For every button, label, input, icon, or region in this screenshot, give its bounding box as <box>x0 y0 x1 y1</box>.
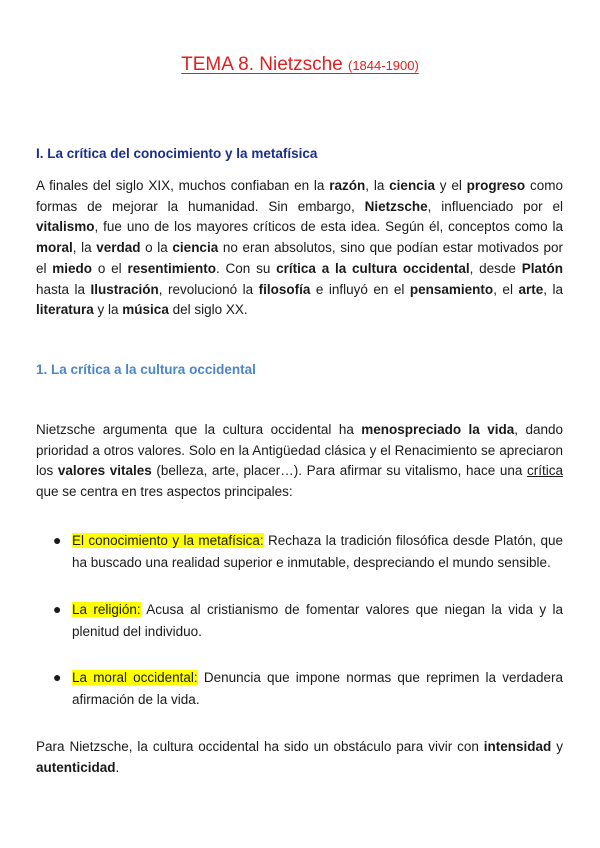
bullet-label: La moral occidental: <box>72 670 198 685</box>
section-paragraph <box>36 176 563 321</box>
bold-text: resentimiento <box>127 260 216 276</box>
bold-text: Nietzsche <box>364 198 428 214</box>
text-run: crítica <box>526 463 563 479</box>
text-run: y <box>551 739 563 754</box>
bold-text: música <box>122 302 169 318</box>
text-run: , fue uno de los mayores críticos de esta idea. Según él, conceptos como la <box>94 219 563 235</box>
bold-text: verdad <box>96 240 141 256</box>
bold-text: Platón <box>521 260 563 276</box>
bold-text: intensidad <box>483 739 552 754</box>
bold-text: vitalismo <box>36 219 95 235</box>
text-run: , la <box>365 178 390 193</box>
text-run: como formas de mejorar la humanidad. Sin embargo, <box>36 178 564 214</box>
conclusion-paragraph <box>36 737 563 778</box>
bullet-label: La religión: <box>72 602 141 617</box>
text-run: (belleza, arte, placer…). Para afirmar su vitalismo, hace una <box>151 463 527 479</box>
bold-text: Ilustración <box>90 281 159 297</box>
bullet-text: Acusa al cristianismo de fomentar valores que niegan la vida y la plenitud del individuo. <box>72 602 564 639</box>
bold-text: valores vitales <box>57 463 152 479</box>
text-run: y el <box>434 178 467 193</box>
text-run: , la <box>72 240 97 256</box>
text-run: , el <box>493 281 519 297</box>
bold-text: ciencia <box>172 240 219 256</box>
text-run: del siglo XX. <box>168 302 248 318</box>
text-run: A finales del siglo XIX, muchos confiaban en la <box>36 178 330 193</box>
text-run: que se centra en tres aspectos principales: <box>36 484 293 500</box>
bold-text: literatura <box>36 302 94 318</box>
text-run: o la <box>140 240 173 256</box>
bold-text: filosofía <box>258 281 311 297</box>
text-run: Nietzsche argumenta que la cultura occidental ha <box>36 422 362 437</box>
text-run: , revolucionó la <box>158 281 259 297</box>
bold-text: crítica a la cultura occidental <box>276 260 470 276</box>
bullet-dot-icon: ● <box>53 669 62 685</box>
bullet-dot-icon: ● <box>53 532 62 548</box>
text-run: , la <box>543 281 563 297</box>
text-run: , dando prioridad a otros valores. Solo en la Antigüedad clásica y el Renacimiento se apreciaron los <box>36 422 563 479</box>
subsection-paragraph <box>36 420 563 503</box>
text-run: . <box>115 759 120 775</box>
bullet-text: Denuncia que impone normas que reprimen la verdadera afirmación de la vida. <box>72 670 563 707</box>
bold-text: moral <box>36 240 73 256</box>
text-run: , influenciado por el <box>427 198 563 214</box>
bullet-dot-icon: ● <box>53 601 62 617</box>
title-main: TEMA 8. Nietzsche <box>181 54 348 75</box>
bold-text: arte <box>518 281 544 297</box>
text-run: Para Nietzsche, la cultura occidental ha sido un obstáculo para vivir con <box>36 739 484 754</box>
text-run: no eran absolutos, sino que podían estar motivados por el <box>36 240 563 276</box>
bold-text: menospreciado la vida <box>361 422 515 437</box>
section-heading: I. La crítica del conocimiento y la metafísica <box>36 146 318 161</box>
page-title <box>0 54 600 76</box>
bullet-label: El conocimiento y la metafísica: <box>72 533 264 548</box>
text-run: e influyó en el <box>310 281 410 297</box>
bold-text: pensamiento <box>409 281 494 297</box>
text-run: o el <box>92 260 128 276</box>
text-run: y la <box>93 302 123 318</box>
text-run: . Con su <box>215 260 277 276</box>
text-run: hasta la <box>36 281 91 297</box>
title-years: (1844-1900) <box>348 58 419 73</box>
bold-text: progreso <box>466 178 526 193</box>
subsection-heading: 1. La crítica a la cultura occidental <box>36 362 256 377</box>
bold-text: miedo <box>52 260 93 276</box>
bold-text: razón <box>329 178 366 193</box>
text-run: , desde <box>469 260 522 276</box>
bold-text: autenticidad <box>36 759 116 775</box>
bullet-text: Rechaza la tradición filosófica desde Platón, que ha buscado una realidad superior e inmutable, despreciando el mundo sensible. <box>72 533 563 570</box>
bold-text: ciencia <box>389 178 435 193</box>
